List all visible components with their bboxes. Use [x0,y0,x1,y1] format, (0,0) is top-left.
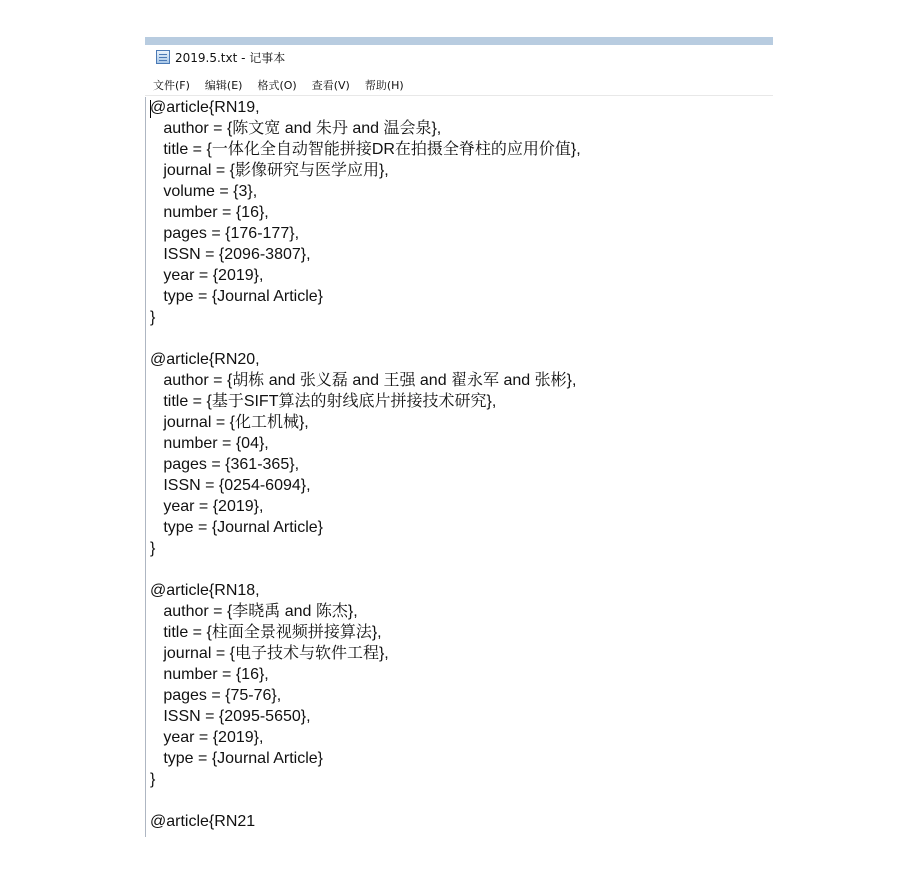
window-frame-top [145,37,773,45]
menu-view[interactable]: 查看(V) [311,79,350,92]
notepad-window [145,37,773,837]
notepad-icon [156,50,170,64]
menu-edit[interactable]: 编辑(E) [204,79,243,92]
menu-help[interactable]: 帮助(H) [364,79,404,92]
menu-file[interactable]: 文件(F) [153,79,190,92]
text-editor-area[interactable] [145,97,773,837]
window-title: 2019.5.txt - 记事本 [175,50,286,65]
document-text[interactable]: @article{RN19, author = {陈文宽 and 朱丹 and 温会泉}, title = {一体化全自动智能拼接DR在拍摄全脊柱的应用价值}, journal = {影像研究与医学应用}, volume = {3}, number = {16}, pages = {176-177}, ISSN = {2096-3807}, year = {2019}, type = {Journal Article} } @article{RN20, author = {胡栋 and 张义磊 and 王强 and 翟永军 and 张彬}, title = {基于SIFT算法的射线底片拼接技术研究}, journal = {化工机械}, number = {04}, pages = {361-365}, ISSN = {0254-6094}, year = {2019}, type = {Journal Article} } @article{RN18, author = {李晓禹 and 陈杰}, title = {柱面全景视频拼接算法}, journal = {电子技术与软件工程}, number = {16}, pages = {75-76}, ISSN = {2095-5650}, year = {2019}, type = {Journal Article} } @article{RN21 [150,99,581,830]
menu-bar [145,75,773,96]
title-bar[interactable] [145,45,773,69]
menu-format[interactable]: 格式(O) [257,79,297,92]
